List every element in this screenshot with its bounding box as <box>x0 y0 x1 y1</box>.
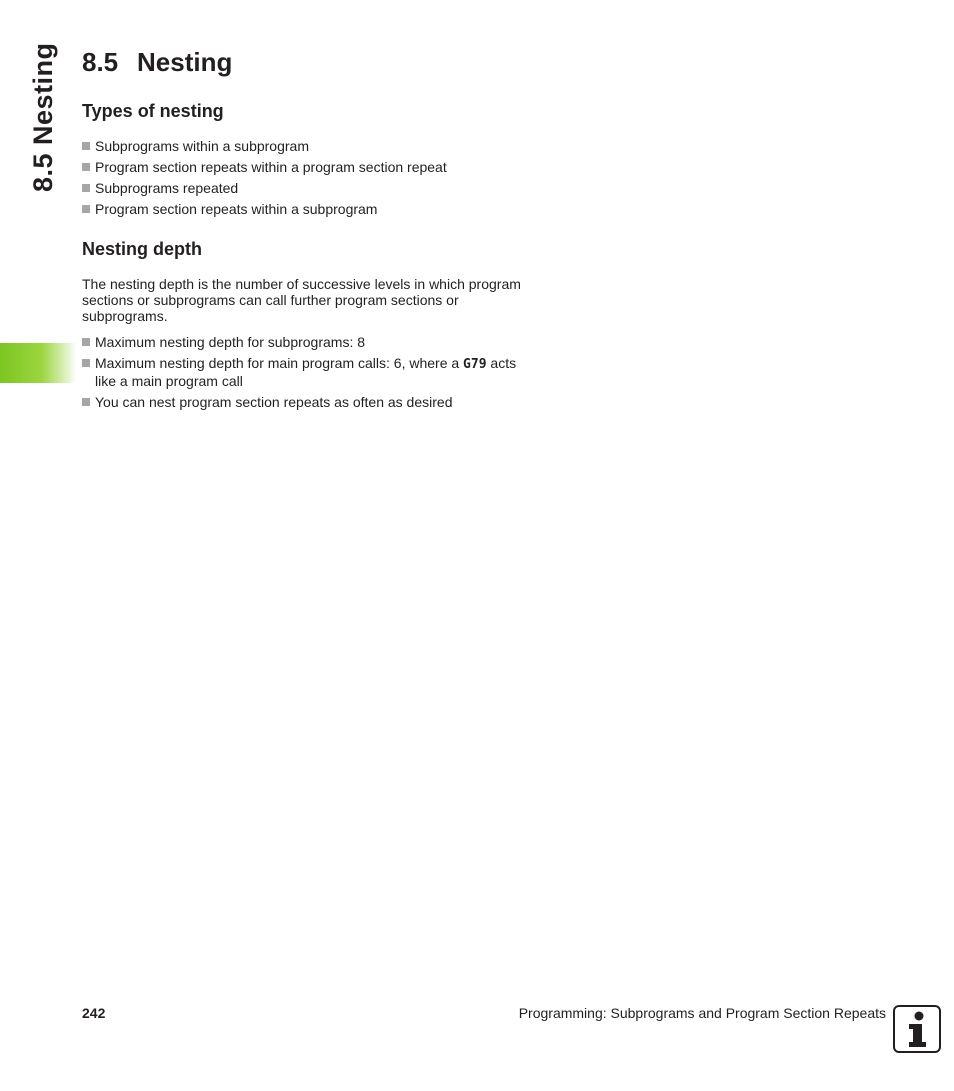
bullet-square-icon <box>82 184 90 192</box>
bullet-square-icon <box>82 338 90 346</box>
types-heading: Types of nesting <box>82 101 224 121</box>
list-item: Subprograms repeated <box>82 180 532 196</box>
list-item: You can nest program section repeats as often as desired <box>82 394 532 410</box>
types-list <box>82 138 532 222</box>
list-item: Maximum nesting depth for main program calls: 6, where a G79 acts like a main program call <box>82 355 532 389</box>
bullet-square-icon <box>82 142 90 150</box>
bullet-square-icon <box>82 398 90 406</box>
info-glyph <box>895 1007 939 1051</box>
code-g79: G79 <box>463 357 487 372</box>
list-item: Subprograms within a subprogram <box>82 138 532 154</box>
chapter-number: 8.5 <box>82 47 119 77</box>
list-item: Program section repeats within a subprogram <box>82 201 532 217</box>
depth-list <box>82 334 532 415</box>
chapter-tab-marker <box>0 343 76 383</box>
sidebar-section-title: 8.5 Nesting <box>28 42 58 192</box>
chapter-title <box>82 46 232 78</box>
list-item: Program section repeats within a program section repeat <box>82 159 532 175</box>
bullet-square-icon <box>82 359 90 367</box>
list-item: Maximum nesting depth for subprograms: 8 <box>82 334 532 350</box>
depth-heading: Nesting depth <box>82 239 202 259</box>
info-icon <box>893 1005 941 1053</box>
page-number: 242 <box>82 1005 106 1021</box>
depth-paragraph: The nesting depth is the number of successive levels in which program sections or subprograms can call further program sections or subprograms. <box>82 276 521 324</box>
bullet-square-icon <box>82 205 90 213</box>
chapter-title-text: Nesting <box>137 47 233 77</box>
running-footer: Programming: Subprograms and Program Section Repeats <box>518 1005 886 1021</box>
bullet-square-icon <box>82 163 90 171</box>
